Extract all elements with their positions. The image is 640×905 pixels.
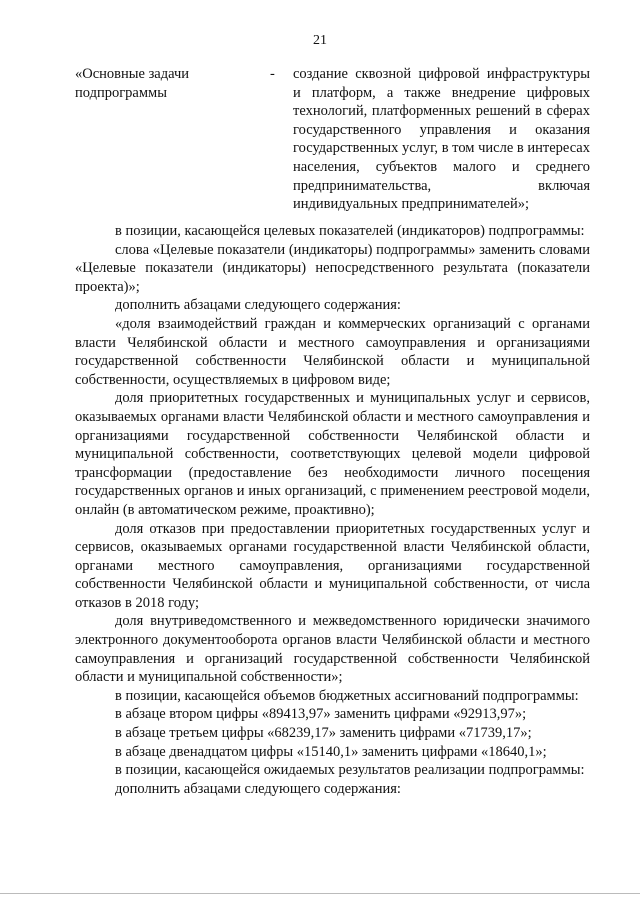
passport-row-text: создание сквозной цифровой инфраструктуры и платформ, а также внедрение цифровых технологий, платформенных решений в сферах государственного управления и оказания государственных услуг, в том числе в интересах населения, субъектов малого и среднего предпринимательства, включая индивидуальных предпринимателей»; — [293, 66, 590, 213]
paragraph: «доля взаимодействий граждан и коммерческих организаций с органами власти Челябинской области и местного самоуправления и организациями государственной собственности Челябинской области и муниципальной собственности, осуществляемых в цифровом виде; — [75, 315, 590, 388]
paragraph: доля внутриведомственного и межведомственного юридически значимого электронного документооборота органов власти Челябинской области и местного самоуправления и организаций государственной собственности Челябинской области и муниципальной собственности»; — [75, 613, 590, 686]
paragraph: в позиции, касающейся объемов бюджетных ассигнований подпрограммы: — [115, 687, 579, 704]
passport-row-label: «Основные задачи подпрограммы — [75, 66, 190, 101]
paragraph: в абзаце третьем цифры «68239,17» заменить цифрами «71739,17»; — [115, 725, 532, 742]
document-body — [75, 222, 590, 798]
paragraph: в абзаце втором цифры «89413,97» заменить цифрами «92913,97»; — [115, 706, 527, 723]
passport-row-dash: - — [270, 66, 275, 82]
paragraph: в абзаце двенадцатом цифры «15140,1» заменить цифрами «18640,1»; — [115, 743, 547, 760]
paragraph: доля приоритетных государственных и муниципальных услуг и сервисов, оказываемых органами власти Челябинской области и местного самоуправления и организациями государственной собственности Челябинской области и муниципальной собственности, соответствующих целевой модели цифровой трансформации (предоставление без необходимости личного посещения государственных органов и иных организаций, с применением реестровой модели, онлайн (в автоматическом режиме, проактивно); — [75, 390, 590, 518]
paragraph: в позиции, касающейся ожидаемых результатов реализации подпрограммы: — [115, 762, 585, 779]
paragraph: слова «Целевые показатели (индикаторы) подпрограммы» заменить словами «Целевые показатели (индикаторы) непосредственного результата (показатели проекта)»; — [75, 241, 590, 295]
paragraph: дополнить абзацами следующего содержания: — [115, 780, 401, 797]
page-bottom-edge — [0, 893, 640, 894]
paragraph: в позиции, касающейся целевых показателей (индикаторов) подпрограммы: — [115, 223, 585, 239]
page-number: 21 — [313, 33, 327, 48]
paragraph: доля отказов при предоставлении приоритетных государственных услуг и сервисов, оказываемых органами государственной власти Челябинской области, органами местного самоуправления, организациями государственной собственности Челябинской области и муниципальной собственности, от числа отказов в 2018 году; — [75, 520, 590, 611]
paragraph: дополнить абзацами следующего содержания: — [115, 297, 401, 314]
